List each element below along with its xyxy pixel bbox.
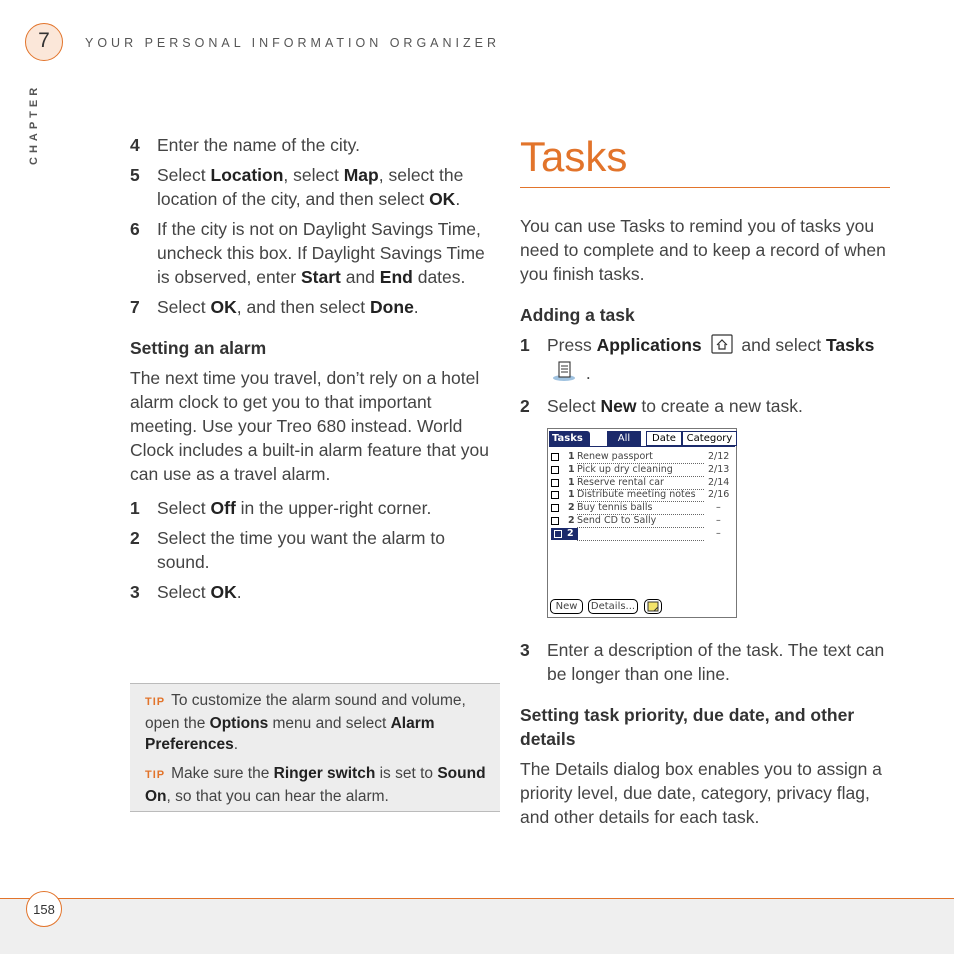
step-number: 2 xyxy=(130,528,140,548)
step-number: 7 xyxy=(130,297,140,317)
step-text xyxy=(547,638,890,686)
bold-text: Sound On xyxy=(145,765,486,805)
step-text xyxy=(157,295,502,319)
palm-checkbox[interactable] xyxy=(551,466,559,474)
step-item xyxy=(520,394,890,418)
palm-task-desc[interactable]: Distribute meeting notes xyxy=(577,489,704,502)
step-number: 1 xyxy=(130,498,140,518)
text-run: , select the location of the city, and then select xyxy=(157,165,464,209)
step-number: 1 xyxy=(520,335,530,355)
step-text xyxy=(157,163,502,211)
text-run: Enter a description of the task. The text can be longer than one line. xyxy=(547,640,885,684)
tips-list xyxy=(145,690,486,807)
palm-new-button[interactable]: New xyxy=(550,599,583,614)
step-number: 3 xyxy=(130,582,140,602)
palm-task-row[interactable] xyxy=(551,528,733,541)
bold-text: Map xyxy=(343,165,379,185)
palm-selected-row[interactable] xyxy=(551,528,578,540)
palm-priority: 2 xyxy=(568,515,575,526)
bold-text: New xyxy=(600,396,637,416)
text-run: . xyxy=(233,736,239,753)
step-text xyxy=(157,217,502,289)
note-icon xyxy=(647,601,659,612)
details-paragraph: The Details dialog box enables you to assign a priority level, due date, category, privacy flag, and other details for each task. xyxy=(520,759,882,827)
alarm-heading: Setting an alarm xyxy=(130,338,267,358)
tip-label: TIP xyxy=(145,696,166,708)
section-title: Tasks xyxy=(520,130,890,188)
bold-text: Options xyxy=(209,715,269,732)
palm-checkbox[interactable] xyxy=(554,530,562,538)
palm-priority: 1 xyxy=(568,463,575,475)
palm-due-date[interactable]: – xyxy=(716,502,721,514)
chapter-number: 7 xyxy=(38,29,50,52)
bold-text: Off xyxy=(210,498,236,518)
palm-due-date[interactable]: 2/14 xyxy=(708,476,730,488)
intro-paragraph: You can use Tasks to remind you of tasks you need to complete and to keep a record of when you finish tasks. xyxy=(520,216,886,284)
step-item xyxy=(130,496,502,520)
tip-paragraph xyxy=(145,690,486,755)
text-run: to create a new task. xyxy=(636,396,803,416)
bold-text: OK xyxy=(429,189,456,209)
palm-due-date[interactable]: 2/12 xyxy=(708,451,730,462)
steps-list-city xyxy=(130,133,502,319)
step-text xyxy=(157,580,502,604)
step-number: 3 xyxy=(520,640,530,660)
palm-task-desc[interactable]: Send CD to Sally xyxy=(577,515,704,528)
text-run: dates. xyxy=(412,267,466,287)
palm-due-date[interactable]: – xyxy=(716,527,721,539)
palm-task-desc[interactable] xyxy=(577,528,704,541)
tip-box xyxy=(130,683,500,812)
palm-priority: 1 xyxy=(568,451,575,462)
step-item xyxy=(130,580,502,604)
palm-priority: 1 xyxy=(568,476,575,488)
palm-checkbox[interactable] xyxy=(551,479,559,487)
step-text: Press Applications and select Tasks . xyxy=(547,333,890,388)
text-run: Enter the name of the city. xyxy=(157,135,360,155)
step-text xyxy=(157,526,502,574)
text-run: is set to xyxy=(375,765,438,782)
palm-task-row[interactable] xyxy=(551,477,733,490)
palm-checkbox[interactable] xyxy=(551,453,559,461)
steps-list-alarm xyxy=(130,496,502,604)
palm-priority: 2 xyxy=(567,527,574,539)
step-press-applications xyxy=(520,333,890,388)
text-run: Select xyxy=(547,396,601,416)
alarm-paragraph: The next time you travel, don’t rely on a hotel alarm clock to get you to that important meeting. Use your Treo 680 instead. World Clock includes a built-in alarm feature that you can use as a travel alarm. xyxy=(130,368,489,484)
palm-tab-all[interactable]: All xyxy=(607,431,641,446)
chapter-label: CHAPTER xyxy=(28,83,40,165)
palm-note-button[interactable] xyxy=(644,599,662,614)
palm-due-date[interactable]: 2/16 xyxy=(708,489,730,501)
text-run: menu and select xyxy=(268,715,391,732)
tasks-app-screenshot xyxy=(547,428,737,618)
palm-task-row[interactable] xyxy=(551,464,733,477)
text-run: and xyxy=(340,267,380,287)
footer-band xyxy=(0,898,954,954)
text-run: . xyxy=(455,189,461,209)
step-text xyxy=(157,133,502,157)
bold-text: Ringer switch xyxy=(273,765,376,782)
palm-checkbox[interactable] xyxy=(551,517,559,525)
palm-app-title: Tasks xyxy=(549,431,590,446)
text-run: , select xyxy=(283,165,344,185)
text-run: , so that you can hear the alarm. xyxy=(166,788,389,805)
palm-due-date[interactable]: 2/13 xyxy=(708,463,730,475)
step-item xyxy=(130,163,502,211)
bold-text: Start xyxy=(300,267,341,287)
palm-checkbox[interactable] xyxy=(551,504,559,512)
step-item xyxy=(130,526,502,574)
step-number: 4 xyxy=(130,135,140,155)
palm-priority: 2 xyxy=(568,502,575,514)
page-number: 158 xyxy=(33,902,55,917)
step-number: 5 xyxy=(130,165,140,185)
step-text xyxy=(547,394,890,418)
bold-text: OK xyxy=(210,582,237,602)
text-run: Select xyxy=(157,582,211,602)
running-header: YOUR PERSONAL INFORMATION ORGANIZER xyxy=(85,36,501,50)
palm-task-desc[interactable]: Buy tennis balls xyxy=(577,502,704,515)
text-run: Select the time you want the alarm to sound. xyxy=(157,528,445,572)
text-run: Select xyxy=(157,297,211,317)
chapter-badge xyxy=(25,23,63,61)
palm-priority: 1 xyxy=(568,489,575,501)
palm-tab-category[interactable]: Category xyxy=(682,431,737,446)
palm-task-row[interactable] xyxy=(551,489,733,502)
step-select-new xyxy=(520,394,890,418)
tip-paragraph xyxy=(145,763,486,807)
right-column xyxy=(520,130,890,839)
palm-task-row[interactable] xyxy=(551,515,733,528)
step-text xyxy=(157,496,502,520)
text-run: . xyxy=(413,297,419,317)
step-item xyxy=(130,295,502,319)
palm-due-date[interactable]: – xyxy=(716,515,721,526)
left-column xyxy=(130,133,502,610)
applications-icon xyxy=(711,334,733,360)
bold-text: OK xyxy=(210,297,237,317)
palm-checkbox[interactable] xyxy=(551,491,559,499)
palm-task-row[interactable] xyxy=(551,502,733,515)
step-item xyxy=(130,217,502,289)
bold-text: Done xyxy=(370,297,414,317)
text-run: , and then select xyxy=(236,297,371,317)
step-number: 2 xyxy=(520,396,530,416)
text-run: To customize the alarm sound and volume, open the xyxy=(145,692,466,732)
bold-text: End xyxy=(379,267,413,287)
palm-task-desc[interactable]: Reserve rental car xyxy=(577,477,704,490)
bold-text: Location xyxy=(210,165,284,185)
page-badge xyxy=(26,891,62,927)
text-run: Select xyxy=(157,165,211,185)
text-run: If the city is not on Daylight Savings Time, uncheck this box. If Daylight Savings Time is observed, enter xyxy=(157,219,485,287)
step-item xyxy=(520,638,890,686)
palm-task-desc[interactable]: Renew passport xyxy=(577,451,704,464)
palm-title-bar xyxy=(549,431,735,447)
palm-task-desc[interactable]: Pick up dry cleaning xyxy=(577,464,704,477)
step-item xyxy=(130,133,502,157)
palm-tab-date[interactable]: Date xyxy=(646,431,682,446)
palm-task-row[interactable] xyxy=(551,451,733,464)
text-run: Select xyxy=(157,498,211,518)
palm-details-button[interactable]: Details... xyxy=(588,599,638,614)
step-enter-description xyxy=(520,638,890,686)
bold-text: Alarm Preferences xyxy=(145,715,435,753)
text-run: Make sure the xyxy=(171,765,274,782)
adding-heading: Adding a task xyxy=(520,305,635,325)
text-run: . xyxy=(236,582,242,602)
text-run: in the upper-right corner. xyxy=(235,498,432,518)
priority-heading: Setting task priority, due date, and other details xyxy=(520,705,855,749)
step-number: 6 xyxy=(130,219,140,239)
tip-label: TIP xyxy=(145,769,166,781)
tasks-app-icon xyxy=(551,360,577,388)
